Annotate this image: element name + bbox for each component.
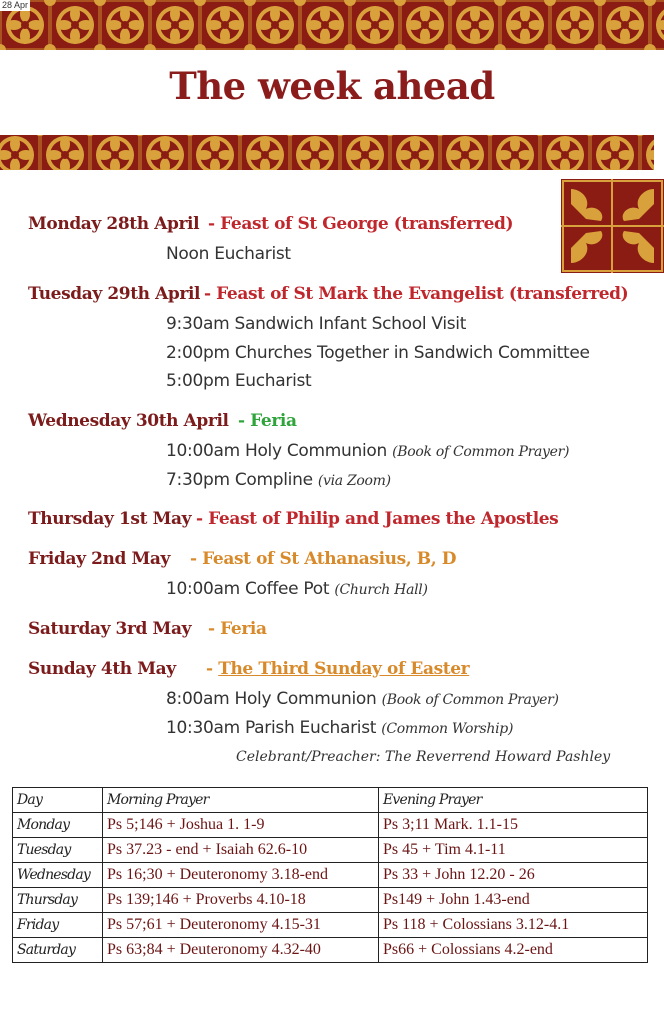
service-item: Noon Eucharist	[166, 244, 291, 264]
service-item: 10:30am Parish Eucharist (Common Worship)	[166, 718, 514, 738]
day-label: Wednesday 30th April	[28, 411, 229, 431]
day-cell: Friday	[13, 913, 103, 938]
service-item: 9:30am Sandwich Infant School Visit	[166, 314, 467, 334]
decorative-tile-band-top	[0, 0, 664, 50]
morning-prayer-cell: Ps 57;61 + Deuteronomy 4.15-31	[103, 913, 379, 938]
table-row	[13, 938, 648, 963]
evening-prayer-cell: Ps 3;11 Mark. 1.1-15	[379, 813, 648, 838]
day-heading-saturday	[28, 619, 267, 639]
table-row	[13, 838, 648, 863]
day-heading-thursday	[28, 509, 559, 529]
day-label: Monday 28th April	[28, 214, 200, 234]
morning-prayer-cell: Ps 37.23 - end + Isaiah 62.6-10	[103, 838, 379, 863]
service-item: 8:00am Holy Communion (Book of Common Prayer)	[166, 689, 559, 709]
decorative-tile-band-middle	[0, 135, 664, 175]
celebrant-preacher-note: Celebrant/Preacher: The Reverrend Howard Pashley	[236, 749, 611, 765]
service-item: 10:00am Coffee Pot (Church Hall)	[166, 579, 428, 599]
day-label: Friday 2nd May	[28, 549, 170, 569]
readings-table	[12, 787, 648, 963]
feast-label: - Feast of St Athanasius, B, D	[190, 549, 457, 569]
page-title: The week ahead	[169, 64, 495, 108]
feast-label: - Feria	[238, 411, 297, 431]
day-cell: Thursday	[13, 888, 103, 913]
day-cell: Wednesday	[13, 863, 103, 888]
corner-date: 28 Apr	[2, 0, 29, 10]
feast-prefix: -	[206, 659, 219, 679]
service-item: 7:30pm Compline (via Zoom)	[166, 470, 391, 490]
table-header-row	[13, 788, 648, 813]
day-cell: Monday	[13, 813, 103, 838]
morning-prayer-cell: Ps 16;30 + Deuteronomy 3.18-end	[103, 863, 379, 888]
evening-prayer-cell: Ps 118 + Colossians 3.12-4.1	[379, 913, 648, 938]
service-item: 10:00am Holy Communion (Book of Common Prayer)	[166, 441, 570, 461]
evening-prayer-cell: Ps 33 + John 12.20 - 26	[379, 863, 648, 888]
day-label: Saturday 3rd May	[28, 619, 192, 639]
column-header-evening-prayer: Evening Prayer	[379, 788, 648, 813]
day-heading-tuesday	[28, 284, 629, 304]
day-heading-friday	[28, 549, 457, 569]
day-cell: Saturday	[13, 938, 103, 963]
evening-prayer-cell: Ps 45 + Tim 4.1-11	[379, 838, 648, 863]
day-heading-monday	[28, 214, 514, 234]
morning-prayer-cell: Ps 63;84 + Deuteronomy 4.32-40	[103, 938, 379, 963]
day-heading-sunday	[28, 659, 470, 679]
fleur-de-lis-tile-image	[561, 179, 664, 273]
day-label: Thursday 1st May	[28, 509, 192, 529]
service-item: 2:00pm Churches Together in Sandwich Committee	[166, 343, 590, 363]
feast-label: - Feria	[208, 619, 267, 639]
service-item: 5:00pm Eucharist	[166, 371, 312, 391]
column-header-morning-prayer: Morning Prayer	[103, 788, 379, 813]
feast-label: - Feast of St George (transferred)	[208, 214, 514, 234]
feast-label: - Feast of St Mark the Evangelist (transferred)	[204, 284, 629, 304]
morning-prayer-cell: Ps 139;146 + Proverbs 4.10-18	[103, 888, 379, 913]
day-label: Sunday 4th May	[28, 659, 176, 679]
table-row	[13, 913, 648, 938]
day-label: Tuesday 29th April	[28, 284, 201, 304]
table-row	[13, 863, 648, 888]
evening-prayer-cell: Ps149 + John 1.43-end	[379, 888, 648, 913]
morning-prayer-cell: Ps 5;146 + Joshua 1. 1-9	[103, 813, 379, 838]
column-header-day: Day	[13, 788, 103, 813]
table-row	[13, 813, 648, 838]
feast-link[interactable]: The Third Sunday of Easter	[218, 659, 470, 679]
day-cell: Tuesday	[13, 838, 103, 863]
day-heading-wednesday	[28, 411, 297, 431]
evening-prayer-cell: Ps66 + Colossians 4.2-end	[379, 938, 648, 963]
table-row	[13, 888, 648, 913]
feast-label: - Feast of Philip and James the Apostles	[196, 509, 559, 529]
